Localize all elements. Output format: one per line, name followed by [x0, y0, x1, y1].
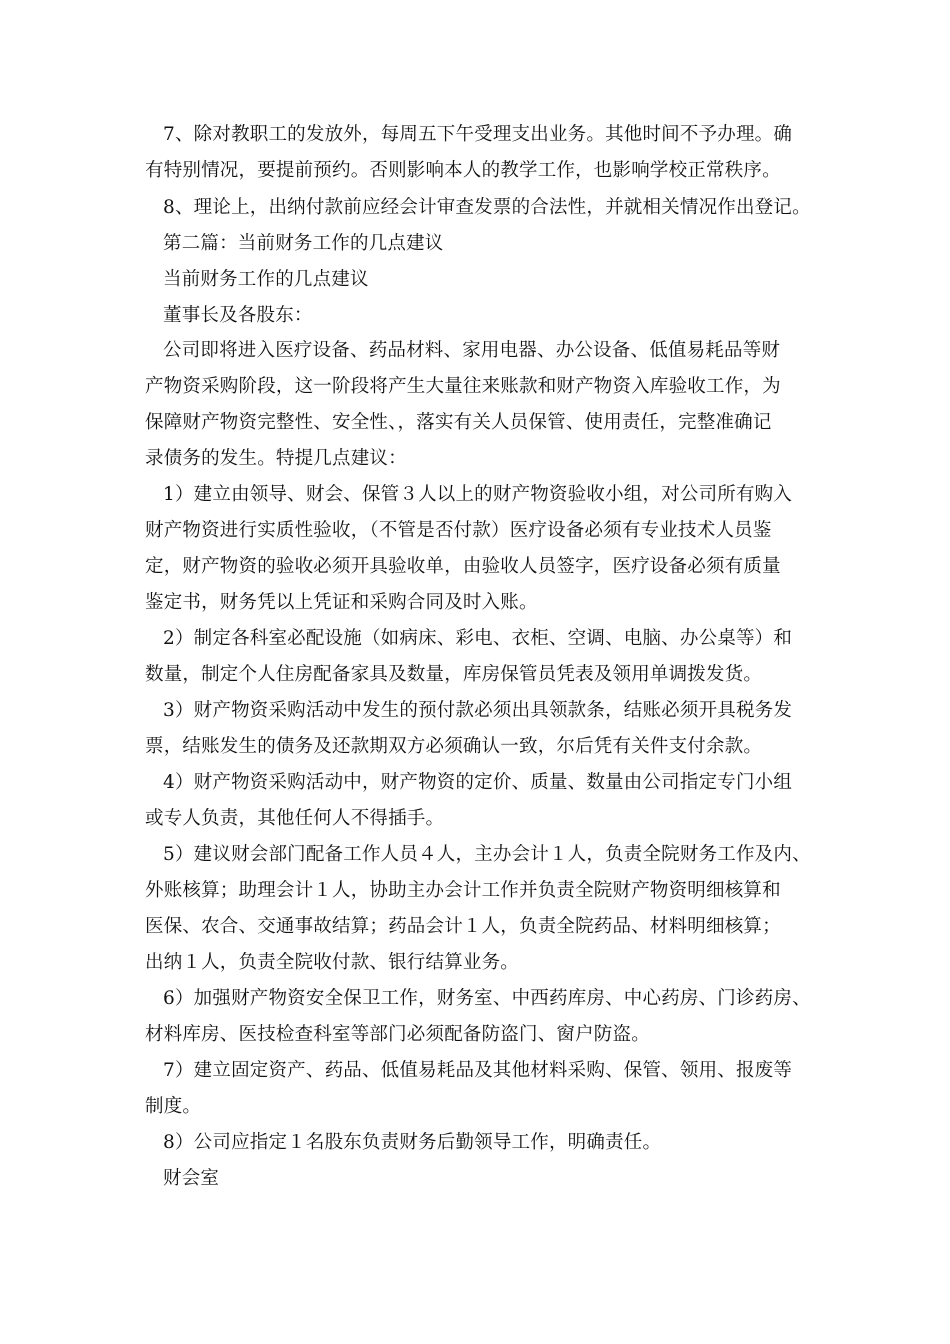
- text-line: 数量，制定个人住房配备家具及数量，库房保管员凭表及领用单调拨发货。: [145, 664, 763, 685]
- list-item-7: 7）建立固定资产、药品、低值易耗品及其他材料采购、保管、领用、报废等: [163, 1060, 793, 1081]
- text-line: 8、理论上，出纳付款前应经会计审查发票的合法性，并就相关情况作出登记。: [163, 197, 811, 218]
- list-item-8: 8）公司应指定１名股东负责财务后勤领导工作，明确责任。: [163, 1132, 662, 1153]
- list-item-3: 3）财产物资采购活动中发生的预付款必须出具领款条，结账必须开具税务发: [163, 700, 793, 721]
- text-line: 或专人负责，其他任何人不得插手。: [145, 808, 445, 829]
- text-line: 外账核算；助理会计１人，协助主办会计工作并负责全院财产物资明细核算和: [145, 880, 781, 901]
- salutation: 董事长及各股东：: [163, 305, 313, 326]
- list-item-4: 4）财产物资采购活动中，财产物资的定价、质量、数量由公司指定专门小组: [163, 772, 793, 793]
- text-line: 材料库房、医技检查科室等部门必须配备防盗门、窗户防盗。: [145, 1024, 650, 1045]
- text-line: 医保、农合、交通事故结算；药品会计１人，负责全院药品、材料明细核算；: [145, 916, 781, 937]
- section-heading: 第二篇：当前财务工作的几点建议: [163, 233, 444, 254]
- text-line: 保障财产物资完整性、安全性、，落实有关人员保管、使用责任，完整准确记: [145, 412, 772, 433]
- document-title: 当前财务工作的几点建议: [163, 269, 369, 290]
- text-line: 票，结账发生的债务及还款期双方必须确认一致，尔后凭有关件支付余款。: [145, 736, 763, 757]
- signature: 财会室: [163, 1168, 220, 1189]
- text-line: 财产物资进行实质性验收，（不管是否付款）医疗设备必须有专业技术人员鉴: [145, 520, 772, 541]
- list-item-6: 6）加强财产物资安全保卫工作，财务室、中西药库房、中心药房、门诊药房、: [163, 988, 811, 1009]
- text-line: 产物资采购阶段，这一阶段将产生大量往来账款和财产物资入库验收工作，为: [145, 376, 781, 397]
- list-item-2: 2）制定各科室必配设施（如病床、彩电、衣柜、空调、电脑、办公桌等）和: [163, 628, 793, 649]
- text-line: 有特别情况，要提前预约。否则影响本人的教学工作，也影响学校正常秩序。: [145, 160, 781, 181]
- text-line: 出纳１人，负责全院收付款、银行结算业务。: [145, 952, 520, 973]
- list-item-1: 1）建立由领导、财会、保管３人以上的财产物资验收小组，对公司所有购入: [163, 484, 793, 505]
- list-item-5: 5）建议财会部门配备工作人员４人，主办会计１人，负责全院财务工作及内、: [163, 844, 811, 865]
- text-line: 公司即将进入医疗设备、药品材料、家用电器、办公设备、低值易耗品等财: [163, 340, 781, 361]
- text-line: 制度。: [145, 1096, 202, 1117]
- text-line: 鉴定书，财务凭以上凭证和采购合同及时入账。: [145, 592, 538, 613]
- text-line: 录债务的发生。特提几点建议：: [145, 448, 407, 469]
- text-line: 7、除对教职工的发放外，每周五下午受理支出业务。其他时间不予办理。确: [163, 124, 793, 145]
- text-line: 定，财产物资的验收必须开具验收单，由验收人员签字，医疗设备必须有质量: [145, 556, 781, 577]
